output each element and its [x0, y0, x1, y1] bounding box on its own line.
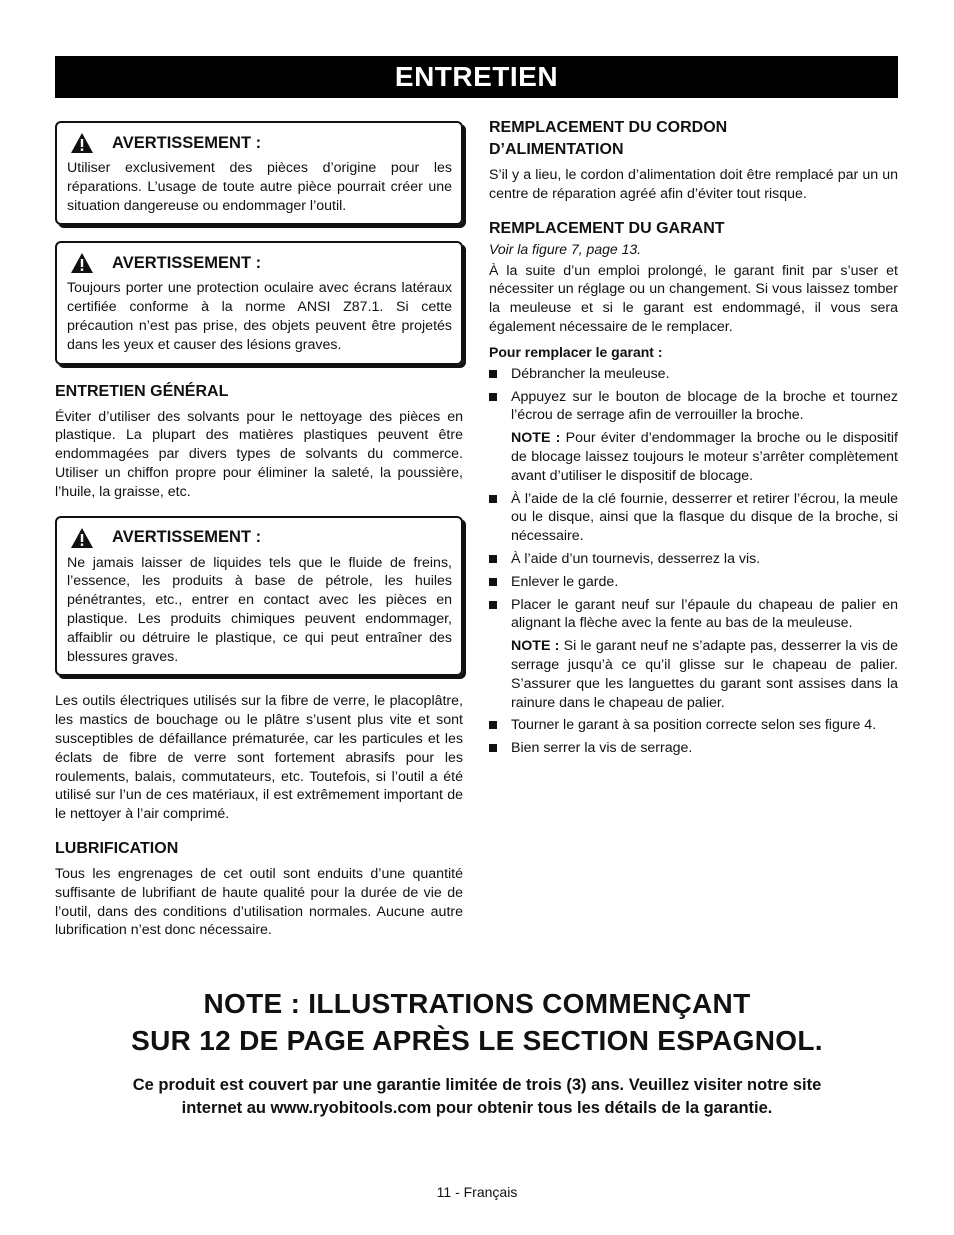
step-text: Bien serrer la vis de serrage.: [511, 740, 693, 757]
section-heading: [489, 117, 898, 161]
square-bullet-icon: [489, 370, 497, 378]
section-power-cord: [489, 117, 898, 204]
section-text: S’il y a lieu, le cordon d’alimentation doit être remplacé par un un centre de réparation agréé afin d’éviter tout risque.: [489, 167, 898, 202]
list-item: [489, 739, 898, 758]
note: [511, 637, 898, 712]
warning-header: [70, 526, 452, 550]
note-text: Pour éviter d’endommager la broche ou le dispositif de blocage laissez toujours le moteur s’arrêter complètement avant d’utiliser le dispositif de blocage.: [511, 430, 898, 484]
square-bullet-icon: [489, 393, 497, 401]
step-text: À l’aide d’un tournevis, desserrez la vis.: [511, 550, 761, 567]
warning-text: Ne jamais laisser de liquides tels que le fluide de freins, l’essence, les produits à base de pétrole, les huiles pénétrantes, etc., entrer en contact avec les pièces en plastique. Les produits chimiques peuvent endommager, affaiblir ou détruire le plastique, ce qui peut entraîner des blessures graves.: [67, 554, 452, 665]
section-text: À la suite d’un emploi prolongé, le garant finit par s’user et nécessiter un réglage ou un changement. Si vous laissez tomber la meuleuse et si le garant est endommagé, il vous sera également nécessaire de le remplacer.: [489, 262, 898, 335]
warning-header: [70, 131, 452, 155]
steps-list: [489, 365, 898, 758]
note-line: NOTE : ILLUSTRATIONS COMMENÇANT: [203, 988, 751, 1019]
square-bullet-icon: [489, 555, 497, 563]
warning-triangle-icon: [70, 252, 94, 274]
left-column: [55, 121, 463, 954]
warning-title: AVERTISSEMENT :: [112, 133, 262, 152]
square-bullet-icon: [489, 578, 497, 586]
warning-title: AVERTISSEMENT :: [112, 253, 262, 272]
heading-line: D’ALIMENTATION: [489, 141, 624, 158]
section-heading: ENTRETIEN GÉNÉRAL: [55, 382, 229, 400]
section-text: Les outils électriques utilisés sur la fibre de verre, le placoplâtre, les mastics de bouchage ou le plâtre s’usent plus vite et sont susceptibles de défaillance prématurée, car les particules et les éclats de fibre de verre sont fortement abrasifs pour les roulements, balais, commutateurs, etc. Toutefois, si l’outil a été utilisé sur l’un de ces matériaux, il est extrêmement important de le nettoyer à l’air comprimé.: [55, 693, 463, 823]
list-item: [489, 550, 898, 569]
step-text: Placer le garant neuf sur l’épaule du chapeau de palier en alignant la flèche avec la fente au bas de la meuleuse.: [511, 596, 898, 632]
step-text: Débrancher la meuleuse.: [511, 365, 670, 382]
step-text: Tourner le garant à sa position correcte selon ses figure 4.: [511, 717, 877, 734]
square-bullet-icon: [489, 601, 497, 609]
section-text: Tous les engrenages de cet outil sont enduits d’une quantité suffisante de lubrifiant de haute qualité pour la durée de vie de l’outil, dans des conditions d’utilisation normales. Aucune autre lubrification n’est donc nécessaire.: [55, 865, 463, 939]
list-item: [489, 573, 898, 592]
steps-heading: Pour remplacer le garant :: [489, 343, 663, 360]
step-text: Enlever le garde.: [511, 573, 619, 590]
note-line: SUR 12 DE PAGE APRÈS LE SECTION ESPAGNOL.: [131, 1025, 823, 1056]
list-item: [489, 365, 898, 384]
list-item: [489, 490, 898, 546]
square-bullet-icon: [489, 744, 497, 752]
section-heading: REMPLACEMENT DU GARANT: [489, 219, 725, 237]
page-footer: 11 - Français: [436, 1184, 518, 1200]
list-item: [489, 388, 898, 486]
warning-box-eye-protection: [55, 241, 463, 364]
right-column: [489, 117, 898, 772]
square-bullet-icon: [489, 721, 497, 729]
note-label: NOTE :: [511, 638, 560, 655]
square-bullet-icon: [489, 495, 497, 503]
warning-triangle-icon: [70, 527, 94, 549]
illustrations-note: [0, 985, 954, 1059]
warranty-line: internet au www.ryobitools.com pour obtenir tous les détails de la garantie.: [181, 1099, 773, 1117]
warning-text: Utiliser exclusivement des pièces d’origine pour les réparations. L’usage de toute autre pièce pourrait créer une situation dangereuse ou endommager l’outil.: [67, 160, 452, 214]
heading-line: REMPLACEMENT DU CORDON: [489, 119, 728, 136]
note-text: Si le garant neuf ne s’adapte pas, desserrer la vis de serrage jusqu’à ce qu’il glisse sur le chapeau de palier. S’assurer que les languettes du garant sont assises dans la rainure dans le chapeau de palier.: [511, 638, 898, 711]
warranty-notice: [60, 1074, 894, 1120]
section-guard-replacement: [489, 218, 898, 758]
step-text: Appuyez sur le bouton de blocage de la broche et tournez l’écrou de serrage afin de verrouiller la broche.: [511, 388, 898, 424]
warning-text: Toujours porter une protection oculaire avec écrans latéraux certifiée conforme à la norme ANSI Z87.1. Si cette précaution n’est pas prise, des objets peuvent être projetés dans les yeux et causer des lésions graves.: [67, 280, 452, 353]
section-lubrication: [55, 838, 463, 940]
list-item: [489, 716, 898, 735]
warning-header: [70, 251, 452, 275]
warning-box-liquids: [55, 516, 463, 677]
list-item: [489, 596, 898, 713]
figure-reference: Voir la figure 7, page 13.: [489, 240, 642, 257]
warning-title: AVERTISSEMENT :: [112, 528, 262, 547]
warranty-line: Ce produit est couvert par une garantie limitée de trois (3) ans. Veuillez visiter notre site: [132, 1076, 822, 1094]
note-label: NOTE :: [511, 430, 561, 447]
section-heading: LUBRIFICATION: [55, 839, 179, 857]
step-text: À l’aide de la clé fournie, desserrer et retirer l’écrou, la meule ou le disque, ainsi que la flasque du disque de la broche, si nécessaire.: [511, 490, 898, 545]
warning-box-parts: [55, 121, 463, 225]
note: [511, 429, 898, 485]
section-fiberglass: [55, 692, 463, 824]
section-text: Éviter d’utiliser des solvants pour le nettoyage des pièces en plastique. La plupart des matières plastiques peuvent être endommagées par divers types de solvants du commerce. Utiliser un chiffon propre pour éliminer la saleté, la poussière, l’huile, la graisse, etc.: [55, 408, 463, 500]
page-title: ENTRETIEN: [55, 56, 898, 98]
warning-triangle-icon: [70, 132, 94, 154]
section-general-maintenance: [55, 381, 463, 502]
